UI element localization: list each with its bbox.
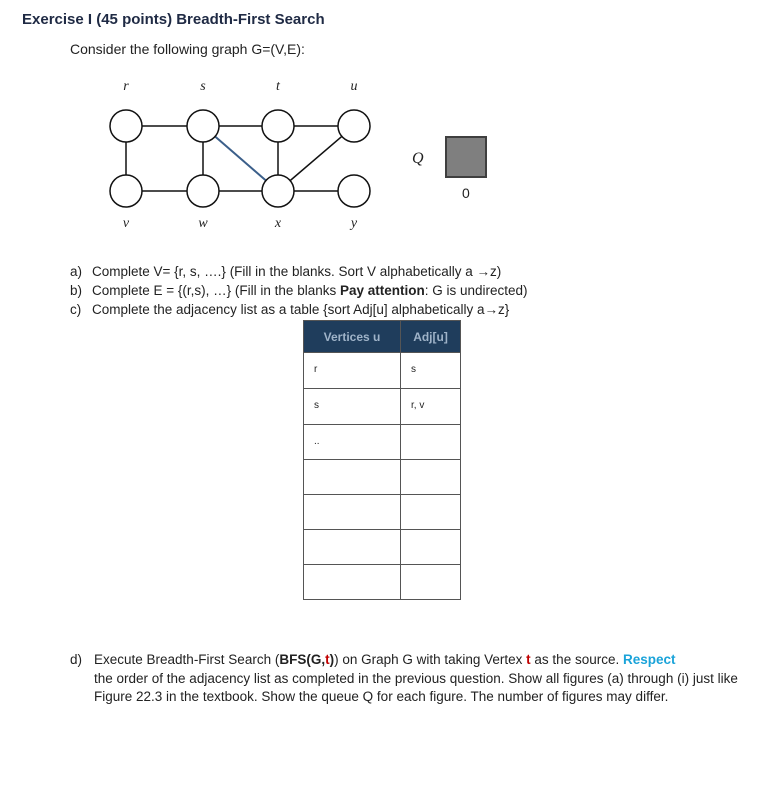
- adjacency-table: [303, 320, 461, 600]
- header-vertices: Vertices u: [304, 321, 401, 353]
- table-row: [304, 460, 461, 495]
- vertex-w: [187, 175, 219, 207]
- question-list: [70, 262, 528, 319]
- graph-edges: [126, 126, 354, 191]
- queue-box: [446, 137, 486, 177]
- table-row: [304, 495, 461, 530]
- vertex-v: [110, 175, 142, 207]
- vertex-t: [262, 110, 294, 142]
- graph-figure: [0, 0, 766, 260]
- vertex-cell: [304, 565, 400, 599]
- question-c: c) Complete the adjacency list as a table {sort Adj[u] alphabetically a→z}: [70, 302, 510, 317]
- exercise-title: Exercise I (45 points) Breadth-First Search: [22, 11, 325, 28]
- adj-cell: [400, 460, 460, 494]
- queue-label: Q: [412, 150, 424, 167]
- vertex-u: [338, 110, 370, 142]
- header-adj: Adj[u]: [401, 321, 461, 353]
- vertex-cell: [304, 460, 400, 494]
- vertex-cell: r: [314, 364, 318, 375]
- table-row: [304, 389, 461, 425]
- graph-labels: [123, 79, 358, 231]
- adj-cell: [400, 425, 460, 459]
- adj-cell: s: [400, 353, 460, 388]
- queue-value: 0: [462, 185, 470, 201]
- vertex-cell: ..: [314, 436, 320, 447]
- question-a: a) Complete V= {r, s, ….} (Fill in the blanks. Sort V alphabetically a →z): [70, 264, 502, 279]
- adj-cell: [400, 565, 460, 599]
- question-d: d) Execute Breadth-First Search (BFS(G,t)) on Graph G with taking Vertex t as the source. Respect the order of the adjacency list as completed in the previous question. Show all figures (a) through (i) just like Figure 22.3 in the textbook. Show the queue Q for each figure. The number of figures may differ.: [70, 652, 738, 704]
- intro-text: Consider the following graph G=(V,E):: [70, 41, 305, 57]
- adj-cell: [400, 495, 460, 529]
- table-row: [304, 425, 461, 460]
- vertex-s: [187, 110, 219, 142]
- question-b: b) Complete E = {(r,s), …} (Fill in the blanks Pay attention: G is undirected): [70, 283, 528, 298]
- vertex-label-s: s: [200, 79, 206, 94]
- vertex-label-u: u: [350, 79, 358, 94]
- table-row: [304, 353, 461, 389]
- vertex-label-v: v: [122, 216, 130, 231]
- vertex-cell: [304, 530, 400, 564]
- vertex-label-y: y: [350, 216, 358, 231]
- table-row: [304, 565, 461, 600]
- vertex-cell: s: [314, 400, 319, 411]
- vertex-y: [338, 175, 370, 207]
- vertex-label-w: w: [198, 216, 208, 231]
- vertex-label-x: x: [274, 216, 282, 231]
- vertex-x: [262, 175, 294, 207]
- vertex-cell: [304, 495, 400, 529]
- table-row: [304, 530, 461, 565]
- adj-cell: r, v: [400, 389, 460, 424]
- vertex-label-r: r: [123, 79, 129, 94]
- vertex-label-t: t: [276, 79, 280, 94]
- vertex-r: [110, 110, 142, 142]
- adj-cell: [400, 530, 460, 564]
